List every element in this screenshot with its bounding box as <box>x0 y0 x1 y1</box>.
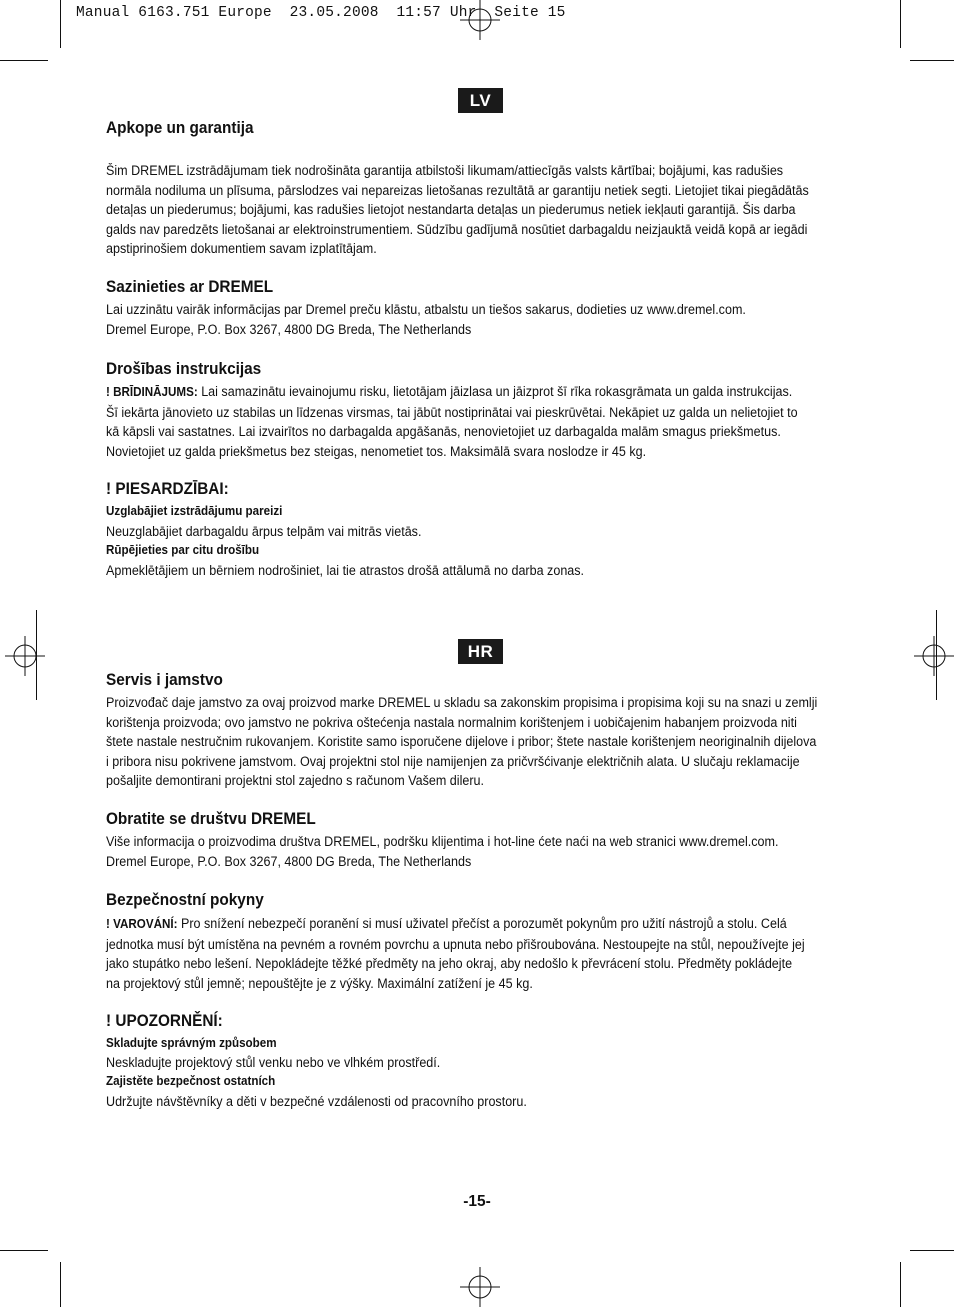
paragraph-caution-lv-1: Neuzglabājiet darbagaldu ārpus telpām vai mitrās vietās. <box>106 524 422 539</box>
text-line: apstiprinošiem dokumentiem savam izplatītājam. <box>106 241 377 256</box>
warning-label: ! BRĪDINĀJUMS: <box>106 385 198 399</box>
text-line: štete nastale nestručnim rukovanjem. Koristite samo isporučene dijelove i pribor; štete nastale korištenjem neoriginalnih dijelova <box>106 734 817 749</box>
text-line: detaļas un piederumus; bojājumi, kas radušies lietojot nestandarta detaļas un piederumus netiek iekļauti garantijā. Šis darba <box>106 202 796 217</box>
section-heading-caution-lv: ! PIESARDZĪBAI: <box>106 480 229 498</box>
section-heading-safety-lv: Drošības instrukcijas <box>106 360 262 378</box>
text-line: Dremel Europe, P.O. Box 3267, 4800 DG Breda, The Netherlands <box>106 853 472 869</box>
registration-mark-icon <box>460 0 500 40</box>
crop-mark <box>0 60 48 61</box>
text-line: galds nav paredzēts lietošanai ar elektroinstrumentiem. Sūdzību gadījumā nosūtiet darbagaldu neizjauktā veidā kopā ar iegādi <box>106 221 808 237</box>
crop-mark <box>910 60 954 61</box>
text-line: korištenja proizvoda; ovo jamstvo ne pokriva oštećenja nastala normalnim korištenjem i uobičajenim habanjem proizvoda niti <box>106 714 797 730</box>
text-line: Lai uzzinātu vairāk informācijas par Dremel preču klāstu, atbalstu un tiešos sakarus, dodieties uz www.dremel.com. <box>106 302 746 317</box>
text-line: Novietojiet uz galda priekšmetus bez steigas, nenometiet tos. Maksimālā svara noslodze ir 45 kg. <box>106 443 647 459</box>
registration-mark-icon <box>460 1267 500 1307</box>
warning-label: ! VAROVÁNÍ: <box>106 917 178 931</box>
text-line: jako stupátko nebo lešení. Nepokládejte těžké předměty na jeho okraj, aby nedošlo k převrácení stolu. Předměty pokládejte <box>106 956 793 971</box>
registration-mark-icon <box>5 636 45 676</box>
warning-text: Pro snížení nebezpečí poranění si musí uživatel přečíst a porozumět pokynům pro užití nástrojů a stolu. Celá <box>177 916 787 931</box>
paragraph-caution-hr-1: Neskladujte projektový stůl venku nebo ve vlhkém prostředí. <box>106 1055 441 1070</box>
subheading-caution-lv-1: Uzglabājiet izstrādājumu pareizi <box>106 504 283 518</box>
section-heading-caution-hr: ! UPOZORNĚNÍ: <box>106 1012 223 1030</box>
paragraph-warranty-hr <box>106 693 817 791</box>
paragraph-contact-hr <box>106 832 778 871</box>
crop-mark <box>936 610 937 700</box>
text-line: Više informacija o proizvodima društva DREMEL, podršku klijentima i hot-line ćete naći na web stranici www.dremel.com. <box>106 834 779 849</box>
section-heading-warranty-hr: Servis i jamstvo <box>106 671 223 689</box>
subheading-caution-hr-2: Zajistěte bezpečnost ostatních <box>106 1074 276 1088</box>
language-badge-lv: LV <box>458 88 503 113</box>
text-line <box>106 382 798 403</box>
text-line <box>106 914 805 935</box>
print-slug: Manual 6163.751 Europe 23.05.2008 11:57 Uhr Seite 15 <box>76 5 566 21</box>
text-line: Šim DREMEL izstrādājumam tiek nodrošināta garantija atbilstoši likumam/attiecīgās valsts kārtībai; bojājumi, kas radušies <box>106 163 784 178</box>
text-line: Dremel Europe, P.O. Box 3267, 4800 DG Breda, The Netherlands <box>106 321 472 337</box>
registration-mark-icon <box>914 636 954 676</box>
crop-mark <box>900 1262 901 1307</box>
crop-mark <box>36 610 37 700</box>
page-number: -15- <box>463 1193 491 1210</box>
text-line: i pribora nisu pokrivene jamstvom. Ovaj projektni stol nije namijenjen za pričvršćivanje električnih alata. U slučaju reklamacije <box>106 753 800 769</box>
section-heading-safety-hr: Bezpečnostní pokyny <box>106 891 264 909</box>
subheading-caution-lv-2: Rūpējieties par citu drošību <box>106 543 260 557</box>
language-badge-hr: HR <box>458 639 503 664</box>
text-line: Šī iekārta jānovieto uz stabilas un līdzenas virsmas, tai jābūt nostiprinātai vai pieskrūvētai. Nekāpiet uz galda un nelietojiet to <box>106 404 798 420</box>
paragraph-caution-hr-2: Udržujte návštěvníky a děti v bezpečné vzdálenosti od pracovního prostoru. <box>106 1094 527 1109</box>
paragraph-caution-lv-2: Apmeklētājiem un bērniem nodrošiniet, lai tie atrastos drošā attālumā no darba zonas. <box>106 563 585 578</box>
section-heading-contact-hr: Obratite se društvu DREMEL <box>106 810 316 828</box>
section-heading-warranty-lv: Apkope un garantija <box>106 119 254 137</box>
text-line: normāla nodiluma un plīsuma, pārslodzes vai nepareizas lietošanas rezultātā ar garantiju netiek segti. Lietojiet tikai piegādātās <box>106 182 809 198</box>
text-line: Proizvođač daje jamstvo za ovaj proizvod marke DREMEL u skladu sa zakonskim propisima i propisima koji su na snazi u zemlji <box>106 695 818 710</box>
section-heading-contact-lv: Sazinieties ar DREMEL <box>106 278 274 296</box>
text-line: kā kāpsli vai sastatnes. Lai izvairītos no darbagalda apgāšanās, nenovietojiet uz darbagalda malām smagus priekšmetus. <box>106 424 781 439</box>
text-line: jednotka musí být umístěna na pevném a rovném povrchu a upnuta nebo přišroubována. Nestoupejte na stůl, nepoužívejte jej <box>106 936 805 952</box>
crop-mark <box>60 1262 61 1307</box>
crop-mark <box>900 0 901 48</box>
subheading-caution-hr-1: Skladujte správným způsobem <box>106 1036 277 1050</box>
crop-mark <box>0 1250 48 1251</box>
warning-text: Lai samazinātu ievainojumu risku, lietotājam jāizlasa un jāizprot šī rīka rokasgrāmata un galda instrukcijas. <box>197 384 793 399</box>
paragraph-safety-lv <box>106 382 798 461</box>
text-line: pošaljite demontirani projektni stol zajedno s računom Vašem dileru. <box>106 773 485 788</box>
crop-mark <box>910 1250 954 1251</box>
paragraph-contact-lv <box>106 300 746 339</box>
crop-mark <box>60 0 61 48</box>
paragraph-warranty-lv <box>106 161 809 259</box>
text-line: na projektový stůl jemně; nepouštějte je z výšky. Maximální zatížení je 45 kg. <box>106 975 533 991</box>
paragraph-safety-hr <box>106 914 805 993</box>
